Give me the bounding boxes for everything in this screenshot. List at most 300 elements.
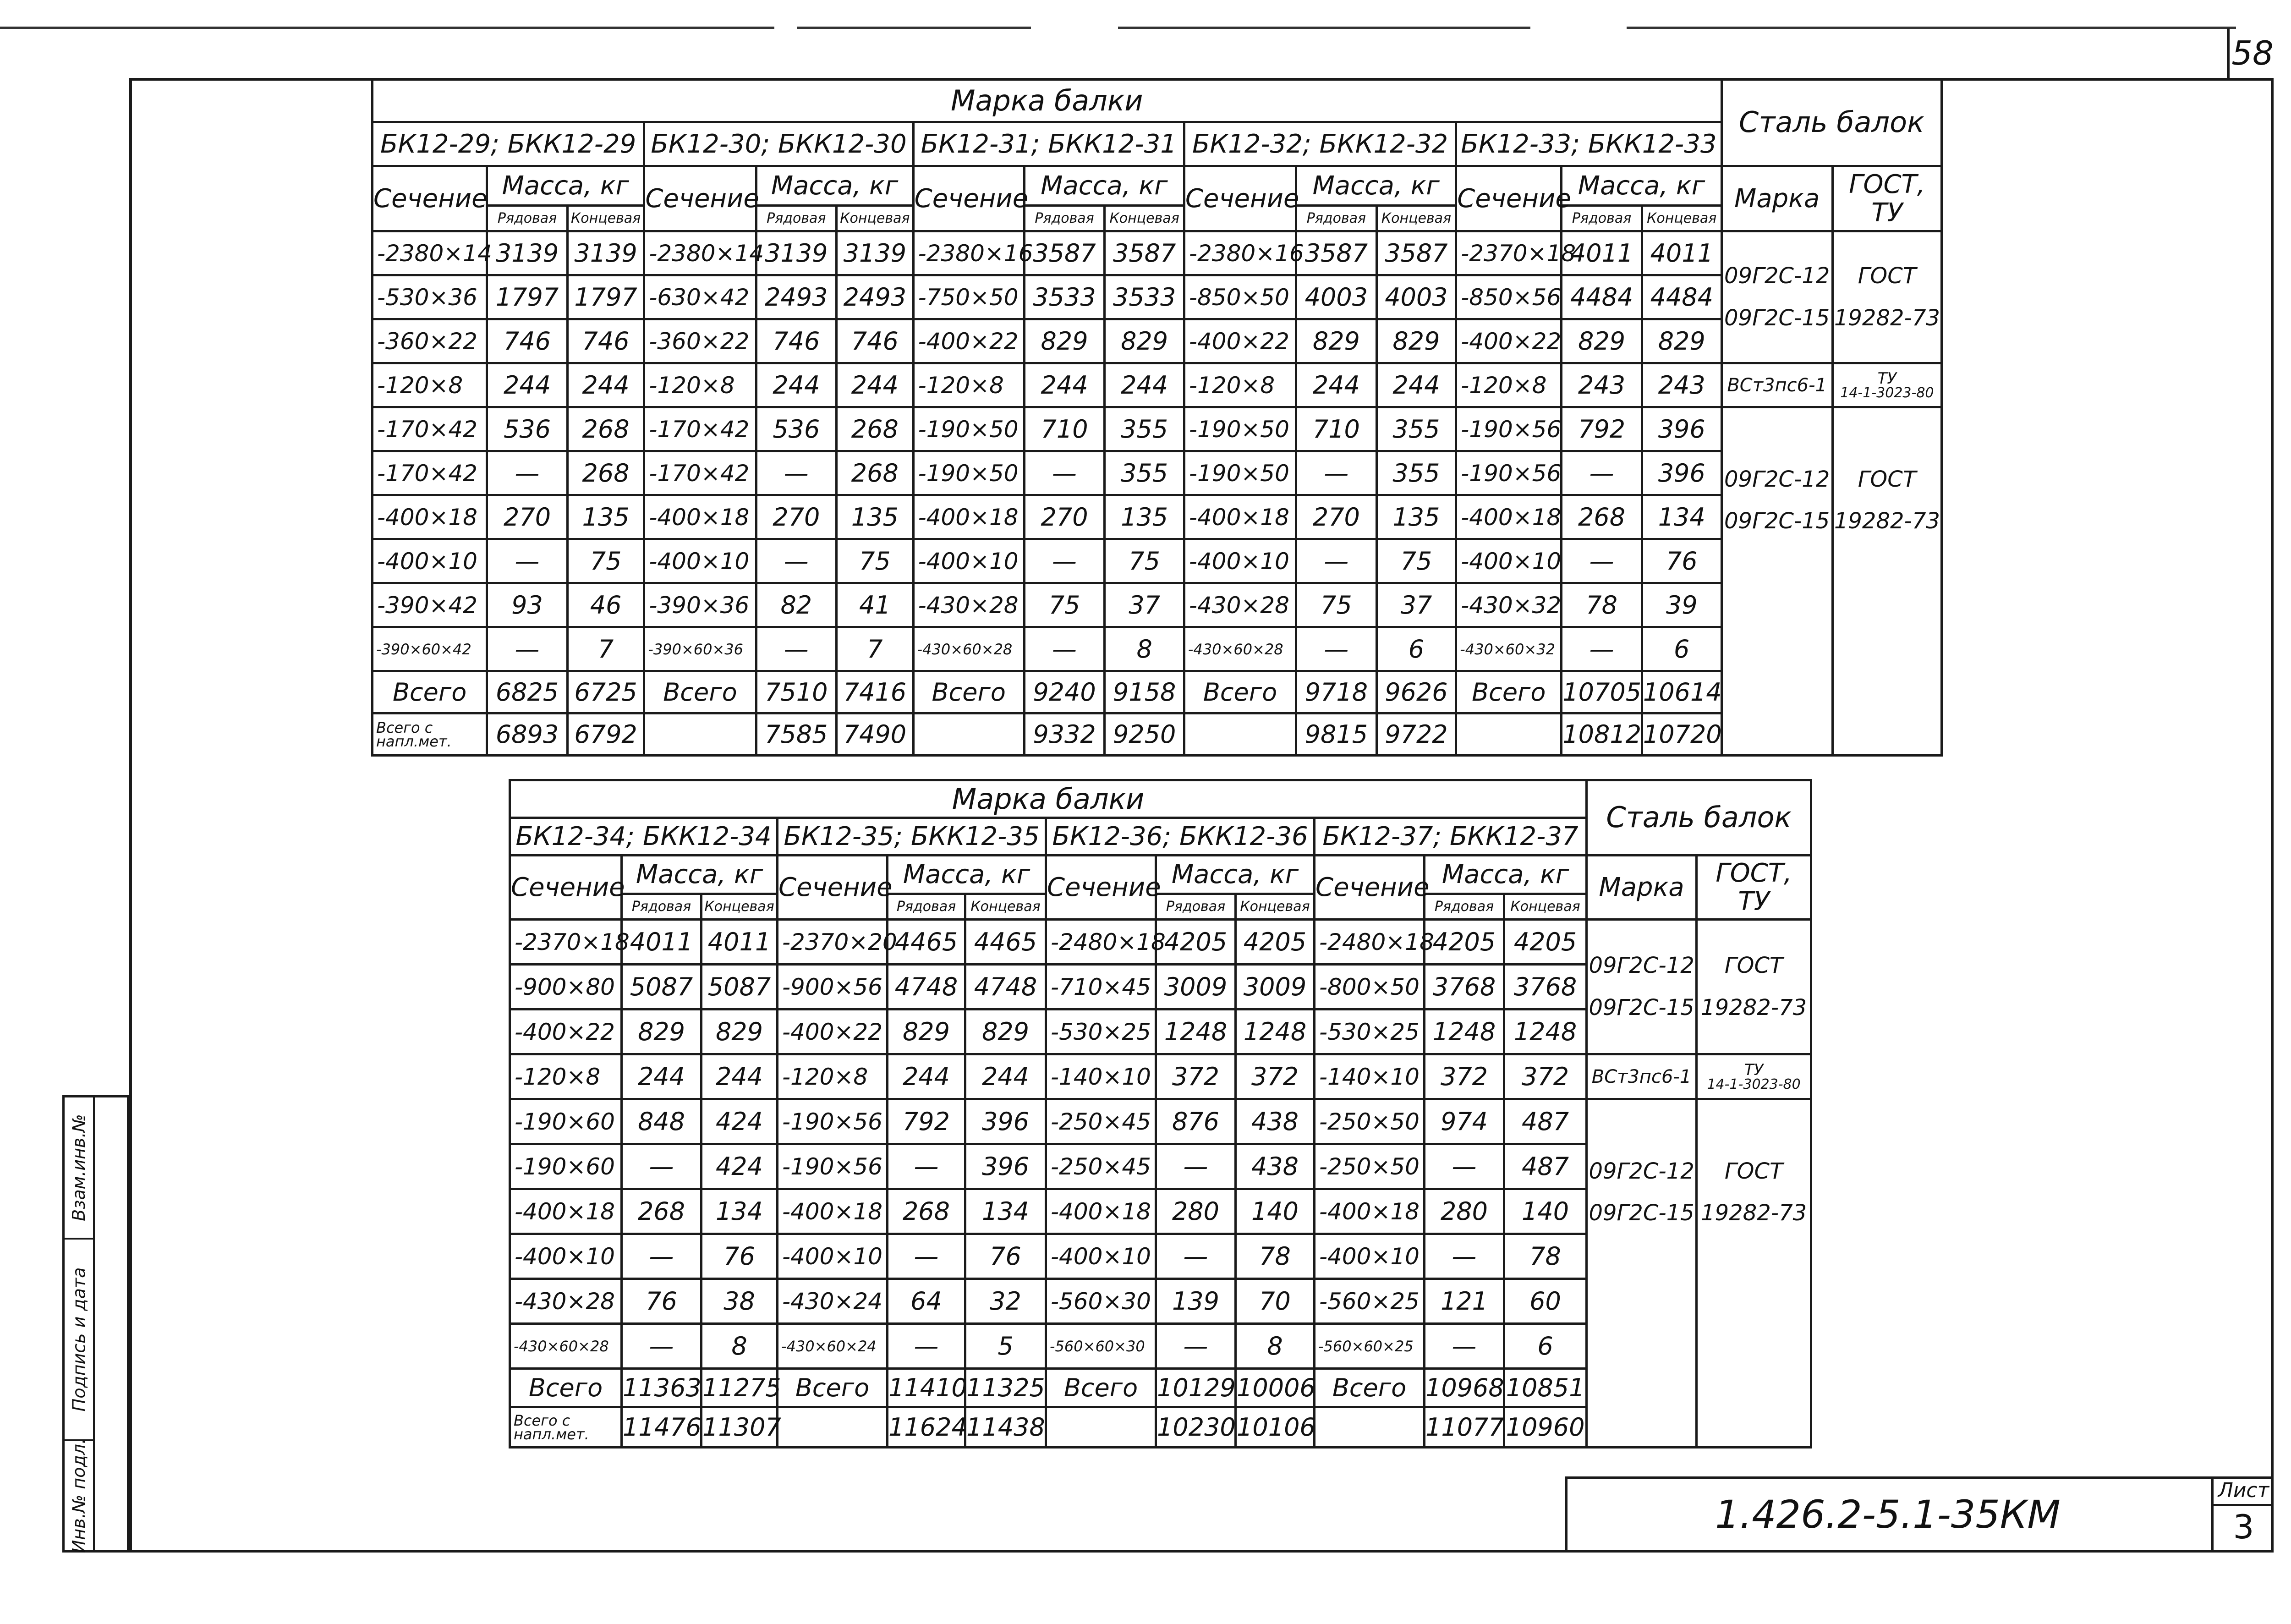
section-cell: -140×10: [1046, 1054, 1156, 1099]
section-cell: -190×60: [510, 1144, 622, 1189]
steel-grade-cell: [1721, 231, 1832, 363]
mass-ryadovaya-cell: 268: [888, 1189, 965, 1234]
section-cell: -900×56: [778, 965, 888, 1010]
mass-koncevaya-cell: 3533: [1105, 275, 1184, 319]
marka-header: Марка: [1721, 166, 1832, 231]
mass-ryadovaya-cell: 270: [1024, 495, 1105, 539]
beam-table-2: [509, 779, 1812, 1448]
gost-cell-2: [1832, 407, 1941, 756]
mass-koncevaya-cell: 38: [702, 1279, 778, 1324]
mass-koncevaya-cell: 396: [1642, 407, 1721, 451]
section-cell: -850×56: [1456, 275, 1562, 319]
section-cell: -120×8: [778, 1054, 888, 1099]
total-ryadovaya: 11410: [888, 1369, 965, 1407]
mass-koncevaya-cell: 487: [1504, 1144, 1587, 1189]
mass-ryadovaya-cell: 829: [1296, 319, 1377, 363]
section-cell: -190×56: [1456, 407, 1562, 451]
section-cell: -2380×16: [913, 231, 1024, 275]
section-cell: -190×56: [778, 1144, 888, 1189]
mass-ryadovaya-cell: 244: [888, 1054, 965, 1099]
koncevaya-header: Концевая: [567, 206, 644, 231]
vsego-napl-empty: [1456, 713, 1562, 756]
section-cell: -400×10: [373, 539, 487, 583]
mass-ryadovaya-cell: —: [888, 1144, 965, 1189]
mass-ryadovaya-cell: —: [1024, 627, 1105, 671]
beam-group-3: БК12-36; БКК12-36: [1046, 818, 1315, 856]
steel-grade-09g2s-15: 09Г2С-15: [1724, 305, 1830, 331]
section-cell: -2370×18: [1456, 231, 1562, 275]
total-koncevaya: 10851: [1504, 1369, 1587, 1407]
sechenie-header: Сечение: [1456, 166, 1562, 231]
section-cell: -400×18: [1046, 1189, 1156, 1234]
mass-koncevaya-cell: 5087: [702, 965, 778, 1010]
total-napl-ryadovaya: 11476: [622, 1407, 702, 1448]
mass-koncevaya-cell: 6: [1642, 627, 1721, 671]
mass-koncevaya-cell: 3768: [1504, 965, 1587, 1010]
mass-ryadovaya-cell: 78: [1562, 583, 1642, 627]
section-cell: -2370×20: [778, 920, 888, 965]
ryadovaya-header: Рядовая: [1156, 894, 1236, 920]
gost-number: 19282-73: [1701, 1200, 1807, 1226]
mass-koncevaya-cell: 244: [567, 363, 644, 407]
beam-group-2: БК12-30; БКК12-30: [644, 122, 913, 166]
mass-ryadovaya-cell: 280: [1425, 1189, 1504, 1234]
total-ryadovaya: 9240: [1024, 671, 1105, 713]
top-rule-2: [797, 27, 1031, 29]
mass-ryadovaya-cell: 3768: [1425, 965, 1504, 1010]
section-cell: -190×50: [1184, 407, 1296, 451]
mass-ryadovaya-cell: —: [1024, 539, 1105, 583]
koncevaya-header: Концевая: [1236, 894, 1315, 920]
mass-koncevaya-cell: 75: [567, 539, 644, 583]
mass-ryadovaya-cell: 244: [1024, 363, 1105, 407]
massa-header: Масса, кг: [1156, 856, 1315, 894]
section-cell: -250×50: [1315, 1099, 1425, 1144]
tu-label: ТУ: [1744, 1060, 1764, 1079]
steel-grade-09g2s-15: 09Г2С-15: [1589, 1200, 1694, 1226]
steel-grade-09g2s-15: 09Г2С-15: [1724, 508, 1830, 534]
steel-grade-cell-2: [1587, 1099, 1697, 1448]
vsego-napl-empty: [1184, 713, 1296, 756]
mass-koncevaya-cell: 2493: [837, 275, 914, 319]
mass-koncevaya-cell: 3587: [1105, 231, 1184, 275]
gost-tu-header: ГОСТ, ТУ: [1697, 856, 1811, 920]
marka-balki-header-2: Марка балки: [510, 780, 1587, 818]
section-cell: -170×42: [373, 407, 487, 451]
mass-koncevaya-cell: 6: [1504, 1324, 1587, 1369]
mass-ryadovaya-cell: 829: [1024, 319, 1105, 363]
mass-koncevaya-cell: 134: [965, 1189, 1046, 1234]
steel-grade-vst3ps6: ВСт3пс6-1: [1587, 1054, 1697, 1099]
mass-ryadovaya-cell: —: [1156, 1144, 1236, 1189]
gost-number: 19282-73: [1701, 994, 1807, 1020]
tu-cell: [1832, 363, 1941, 407]
section-cell: -190×50: [1184, 451, 1296, 495]
total-napl-koncevaya: 11307: [702, 1407, 778, 1448]
section-cell: -530×25: [1315, 1010, 1425, 1054]
ryadovaya-header: Рядовая: [1296, 206, 1377, 231]
mass-koncevaya-cell: 829: [965, 1010, 1046, 1054]
section-cell: -190×56: [1456, 451, 1562, 495]
tu-cell: [1697, 1054, 1811, 1099]
mass-koncevaya-cell: 3139: [567, 231, 644, 275]
beam-group-4: БК12-37; БКК12-37: [1315, 818, 1587, 856]
mass-ryadovaya-cell: —: [622, 1234, 702, 1279]
marka-balki-header: Марка балки: [373, 79, 1722, 122]
tu-number: 14-1-3023-80: [1840, 384, 1934, 401]
total-koncevaya: 11275: [702, 1369, 778, 1407]
section-cell: -2480×18: [1046, 920, 1156, 965]
section-cell: -750×50: [913, 275, 1024, 319]
mass-koncevaya-cell: 396: [1642, 451, 1721, 495]
section-cell: -430×28: [1184, 583, 1296, 627]
section-cell: -900×80: [510, 965, 622, 1010]
mass-ryadovaya-cell: 1248: [1156, 1010, 1236, 1054]
massa-header: Масса, кг: [1562, 166, 1721, 206]
mass-ryadovaya-cell: 270: [756, 495, 837, 539]
mass-koncevaya-cell: 1248: [1236, 1010, 1315, 1054]
mass-koncevaya-cell: 372: [1236, 1054, 1315, 1099]
section-cell: -430×28: [913, 583, 1024, 627]
total-napl-ryadovaya: 6893: [487, 713, 568, 756]
mass-koncevaya-cell: 39: [1642, 583, 1721, 627]
gost-number: 19282-73: [1834, 508, 1940, 534]
total-napl-ryadovaya: 9815: [1296, 713, 1377, 756]
mass-koncevaya-cell: 396: [965, 1144, 1046, 1189]
mass-ryadovaya-cell: 93: [487, 583, 568, 627]
stamp-vzam-inv-label: Взам.инв.№: [69, 1114, 89, 1221]
koncevaya-header: Концевая: [1105, 206, 1184, 231]
vsego-label: Всего: [1184, 671, 1296, 713]
marka-header: Марка: [1587, 856, 1697, 920]
section-cell: -560×60×30: [1046, 1324, 1156, 1369]
mass-koncevaya-cell: 75: [1376, 539, 1456, 583]
mass-ryadovaya-cell: 536: [756, 407, 837, 451]
vsego-label: Всего: [913, 671, 1024, 713]
section-cell: -630×42: [644, 275, 756, 319]
section-cell: -400×10: [1046, 1234, 1156, 1279]
steel-grade-09g2s-12: 09Г2С-12: [1589, 953, 1694, 979]
mass-koncevaya-cell: 372: [1504, 1054, 1587, 1099]
total-napl-koncevaya: 11438: [965, 1407, 1046, 1448]
section-cell: -400×22: [1456, 319, 1562, 363]
mass-ryadovaya-cell: 244: [756, 363, 837, 407]
mass-ryadovaya-cell: 280: [1156, 1189, 1236, 1234]
mass-koncevaya-cell: 746: [837, 319, 914, 363]
vsego-label: Всего: [778, 1369, 888, 1407]
mass-ryadovaya-cell: 710: [1296, 407, 1377, 451]
mass-ryadovaya-cell: 121: [1425, 1279, 1504, 1324]
mass-ryadovaya-cell: 4465: [888, 920, 965, 965]
section-cell: -400×18: [1184, 495, 1296, 539]
section-cell: -250×45: [1046, 1099, 1156, 1144]
massa-header: Масса, кг: [1425, 856, 1587, 894]
sechenie-header: Сечение: [644, 166, 756, 231]
mass-koncevaya-cell: 355: [1376, 451, 1456, 495]
mass-koncevaya-cell: 135: [567, 495, 644, 539]
sechenie-header: Сечение: [1184, 166, 1296, 231]
section-cell: -390×42: [373, 583, 487, 627]
vsego-label: Всего: [1046, 1369, 1156, 1407]
mass-ryadovaya-cell: —: [1425, 1234, 1504, 1279]
total-koncevaya: 9158: [1105, 671, 1184, 713]
mass-ryadovaya-cell: 746: [487, 319, 568, 363]
section-cell: -400×10: [1184, 539, 1296, 583]
steel-grade-09g2s-12: 09Г2С-12: [1724, 466, 1830, 492]
beam-group-5: БК12-33; БКК12-33: [1456, 122, 1721, 166]
gost-number: 19282-73: [1834, 305, 1940, 331]
vsego-napl-label: Всего с напл.мет.: [373, 713, 487, 756]
mass-ryadovaya-cell: 3139: [756, 231, 837, 275]
mass-koncevaya-cell: 268: [837, 451, 914, 495]
massa-header: Масса, кг: [487, 166, 644, 206]
total-napl-koncevaya: 9722: [1376, 713, 1456, 756]
vsego-label: Всего: [510, 1369, 622, 1407]
section-cell: -120×8: [644, 363, 756, 407]
mass-koncevaya-cell: 268: [837, 407, 914, 451]
mass-ryadovaya-cell: —: [1425, 1324, 1504, 1369]
beam-group-1: БК12-34; БКК12-34: [510, 818, 778, 856]
mass-koncevaya-cell: 6: [1376, 627, 1456, 671]
section-cell: -360×22: [373, 319, 487, 363]
steel-grade-cell: [1587, 920, 1697, 1054]
total-koncevaya: 10614: [1642, 671, 1721, 713]
section-cell: -250×50: [1315, 1144, 1425, 1189]
tu-label: ТУ: [1877, 369, 1897, 388]
mass-ryadovaya-cell: 710: [1024, 407, 1105, 451]
sechenie-header: Сечение: [1046, 856, 1156, 920]
total-ryadovaya: 7510: [756, 671, 837, 713]
mass-koncevaya-cell: 1797: [567, 275, 644, 319]
section-cell: -430×32: [1456, 583, 1562, 627]
mass-ryadovaya-cell: —: [756, 451, 837, 495]
mass-ryadovaya-cell: 75: [1296, 583, 1377, 627]
mass-koncevaya-cell: 41: [837, 583, 914, 627]
mass-ryadovaya-cell: —: [1296, 539, 1377, 583]
mass-ryadovaya-cell: 268: [1562, 495, 1642, 539]
mass-ryadovaya-cell: —: [1562, 539, 1642, 583]
mass-koncevaya-cell: 75: [1105, 539, 1184, 583]
stamp-inv-podl-label: Инв.№ подл.: [69, 1438, 89, 1553]
stal-balok-header-2: Сталь балок: [1587, 780, 1811, 856]
mass-koncevaya-cell: 3009: [1236, 965, 1315, 1010]
mass-koncevaya-cell: 7: [837, 627, 914, 671]
section-cell: -400×18: [778, 1189, 888, 1234]
mass-ryadovaya-cell: —: [622, 1144, 702, 1189]
section-cell: -170×42: [373, 451, 487, 495]
koncevaya-header: Концевая: [965, 894, 1046, 920]
mass-ryadovaya-cell: 3587: [1024, 231, 1105, 275]
mass-koncevaya-cell: 135: [837, 495, 914, 539]
mass-koncevaya-cell: 7: [567, 627, 644, 671]
stal-balok-header: Сталь балок: [1721, 79, 1941, 166]
section-cell: -560×25: [1315, 1279, 1425, 1324]
mass-koncevaya-cell: 424: [702, 1144, 778, 1189]
section-cell: -390×36: [644, 583, 756, 627]
section-cell: -400×10: [1456, 539, 1562, 583]
vsego-napl-empty: [644, 713, 756, 756]
sechenie-header: Сечение: [913, 166, 1024, 231]
section-cell: -120×8: [1184, 363, 1296, 407]
mass-ryadovaya-cell: 1248: [1425, 1010, 1504, 1054]
mass-ryadovaya-cell: —: [1296, 451, 1377, 495]
section-cell: -400×10: [510, 1234, 622, 1279]
mass-ryadovaya-cell: 244: [487, 363, 568, 407]
page-number: 58: [2227, 28, 2275, 78]
total-ryadovaya: 9718: [1296, 671, 1377, 713]
mass-koncevaya-cell: 4205: [1236, 920, 1315, 965]
section-cell: -170×42: [644, 407, 756, 451]
mass-ryadovaya-cell: 4003: [1296, 275, 1377, 319]
total-ryadovaya: 10129: [1156, 1369, 1236, 1407]
section-cell: -400×18: [510, 1189, 622, 1234]
mass-koncevaya-cell: 4011: [702, 920, 778, 965]
section-cell: -850×50: [1184, 275, 1296, 319]
section-cell: -400×10: [644, 539, 756, 583]
mass-ryadovaya-cell: 848: [622, 1099, 702, 1144]
section-cell: -190×60: [510, 1099, 622, 1144]
mass-koncevaya-cell: 4465: [965, 920, 1046, 965]
mass-ryadovaya-cell: 4011: [622, 920, 702, 965]
mass-ryadovaya-cell: —: [1425, 1144, 1504, 1189]
sechenie-header: Сечение: [1315, 856, 1425, 920]
vsego-napl-empty: [1315, 1407, 1425, 1448]
sechenie-header: Сечение: [778, 856, 888, 920]
mass-koncevaya-cell: 60: [1504, 1279, 1587, 1324]
total-napl-ryadovaya: 11624: [888, 1407, 965, 1448]
section-cell: -140×10: [1315, 1054, 1425, 1099]
sechenie-header: Сечение: [510, 856, 622, 920]
gost-cell-2: [1697, 1099, 1811, 1448]
koncevaya-header: Концевая: [1504, 894, 1587, 920]
mass-ryadovaya-cell: 3139: [487, 231, 568, 275]
mass-ryadovaya-cell: 243: [1562, 363, 1642, 407]
total-koncevaya: 9626: [1376, 671, 1456, 713]
mass-koncevaya-cell: 75: [837, 539, 914, 583]
mass-koncevaya-cell: 1248: [1504, 1010, 1587, 1054]
massa-header: Масса, кг: [1296, 166, 1456, 206]
massa-header: Масса, кг: [622, 856, 778, 894]
mass-ryadovaya-cell: —: [1156, 1324, 1236, 1369]
section-cell: -170×42: [644, 451, 756, 495]
mass-koncevaya-cell: 78: [1504, 1234, 1587, 1279]
mass-koncevaya-cell: 140: [1504, 1189, 1587, 1234]
mass-koncevaya-cell: 355: [1105, 407, 1184, 451]
mass-koncevaya-cell: 244: [1376, 363, 1456, 407]
massa-header: Масса, кг: [888, 856, 1046, 894]
section-cell: -400×10: [1315, 1234, 1425, 1279]
beam-table-1: [371, 78, 1943, 757]
mass-koncevaya-cell: 135: [1105, 495, 1184, 539]
mass-koncevaya-cell: 3139: [837, 231, 914, 275]
section-cell: -400×18: [1315, 1189, 1425, 1234]
mass-ryadovaya-cell: 270: [1296, 495, 1377, 539]
mass-koncevaya-cell: 76: [965, 1234, 1046, 1279]
mass-koncevaya-cell: 268: [567, 451, 644, 495]
ryadovaya-header: Рядовая: [622, 894, 702, 920]
mass-koncevaya-cell: 244: [702, 1054, 778, 1099]
mass-koncevaya-cell: 355: [1105, 451, 1184, 495]
sheet-label: Лист: [2214, 1476, 2274, 1506]
mass-koncevaya-cell: 76: [702, 1234, 778, 1279]
total-ryadovaya: 11363: [622, 1369, 702, 1407]
section-cell: -530×25: [1046, 1010, 1156, 1054]
total-napl-koncevaya: 7490: [837, 713, 914, 756]
section-cell: -190×50: [913, 451, 1024, 495]
total-koncevaya: 6725: [567, 671, 644, 713]
mass-koncevaya-cell: 5: [965, 1324, 1046, 1369]
beam-group-4: БК12-32; БКК12-32: [1184, 122, 1456, 166]
mass-ryadovaya-cell: —: [756, 627, 837, 671]
vsego-napl-empty: [913, 713, 1024, 756]
section-cell: -710×45: [1046, 965, 1156, 1010]
section-cell: -2380×14: [644, 231, 756, 275]
section-cell: -2380×16: [1184, 231, 1296, 275]
section-cell: -400×18: [913, 495, 1024, 539]
section-cell: -430×60×28: [1184, 627, 1296, 671]
vsego-label: Всего: [1456, 671, 1562, 713]
mass-koncevaya-cell: 8: [1236, 1324, 1315, 1369]
gost-cell: [1697, 920, 1811, 1054]
stamp-divider: [93, 1097, 95, 1550]
vsego-label: Всего: [373, 671, 487, 713]
mass-ryadovaya-cell: 270: [487, 495, 568, 539]
section-cell: -120×8: [913, 363, 1024, 407]
koncevaya-header: Концевая: [837, 206, 914, 231]
mass-koncevaya-cell: 4205: [1504, 920, 1587, 965]
mass-ryadovaya-cell: 76: [622, 1279, 702, 1324]
section-cell: -430×60×32: [1456, 627, 1562, 671]
section-cell: -190×56: [778, 1099, 888, 1144]
section-cell: -360×22: [644, 319, 756, 363]
mass-koncevaya-cell: 70: [1236, 1279, 1315, 1324]
mass-koncevaya-cell: 355: [1376, 407, 1456, 451]
mass-ryadovaya-cell: 268: [622, 1189, 702, 1234]
section-cell: -400×22: [913, 319, 1024, 363]
mass-koncevaya-cell: 424: [702, 1099, 778, 1144]
steel-grade-09g2s-12: 09Г2С-12: [1589, 1158, 1694, 1184]
section-cell: -2480×18: [1315, 920, 1425, 965]
section-cell: -560×30: [1046, 1279, 1156, 1324]
mass-ryadovaya-cell: —: [888, 1324, 965, 1369]
mass-koncevaya-cell: 78: [1236, 1234, 1315, 1279]
total-koncevaya: 10006: [1236, 1369, 1315, 1407]
vsego-label: Всего: [644, 671, 756, 713]
mass-ryadovaya-cell: 2493: [756, 275, 837, 319]
mass-ryadovaya-cell: 4484: [1562, 275, 1642, 319]
mass-ryadovaya-cell: 372: [1156, 1054, 1236, 1099]
section-cell: -530×36: [373, 275, 487, 319]
section-cell: -430×24: [778, 1279, 888, 1324]
side-stamp: [62, 1095, 129, 1553]
top-rule-1: [0, 27, 774, 29]
mass-ryadovaya-cell: —: [888, 1234, 965, 1279]
section-cell: -400×18: [373, 495, 487, 539]
beam-group-3: БК12-31; БКК12-31: [913, 122, 1184, 166]
mass-koncevaya-cell: 134: [702, 1189, 778, 1234]
section-cell: -120×8: [510, 1054, 622, 1099]
gost-tu-header: ГОСТ, ТУ: [1832, 166, 1941, 231]
massa-header: Масса, кг: [756, 166, 913, 206]
mass-ryadovaya-cell: 829: [1562, 319, 1642, 363]
mass-ryadovaya-cell: 82: [756, 583, 837, 627]
mass-koncevaya-cell: 46: [567, 583, 644, 627]
mass-ryadovaya-cell: —: [1562, 627, 1642, 671]
mass-ryadovaya-cell: 4205: [1156, 920, 1236, 965]
mass-ryadovaya-cell: 372: [1425, 1054, 1504, 1099]
mass-ryadovaya-cell: —: [1156, 1234, 1236, 1279]
top-rule-4: [1627, 27, 2236, 29]
